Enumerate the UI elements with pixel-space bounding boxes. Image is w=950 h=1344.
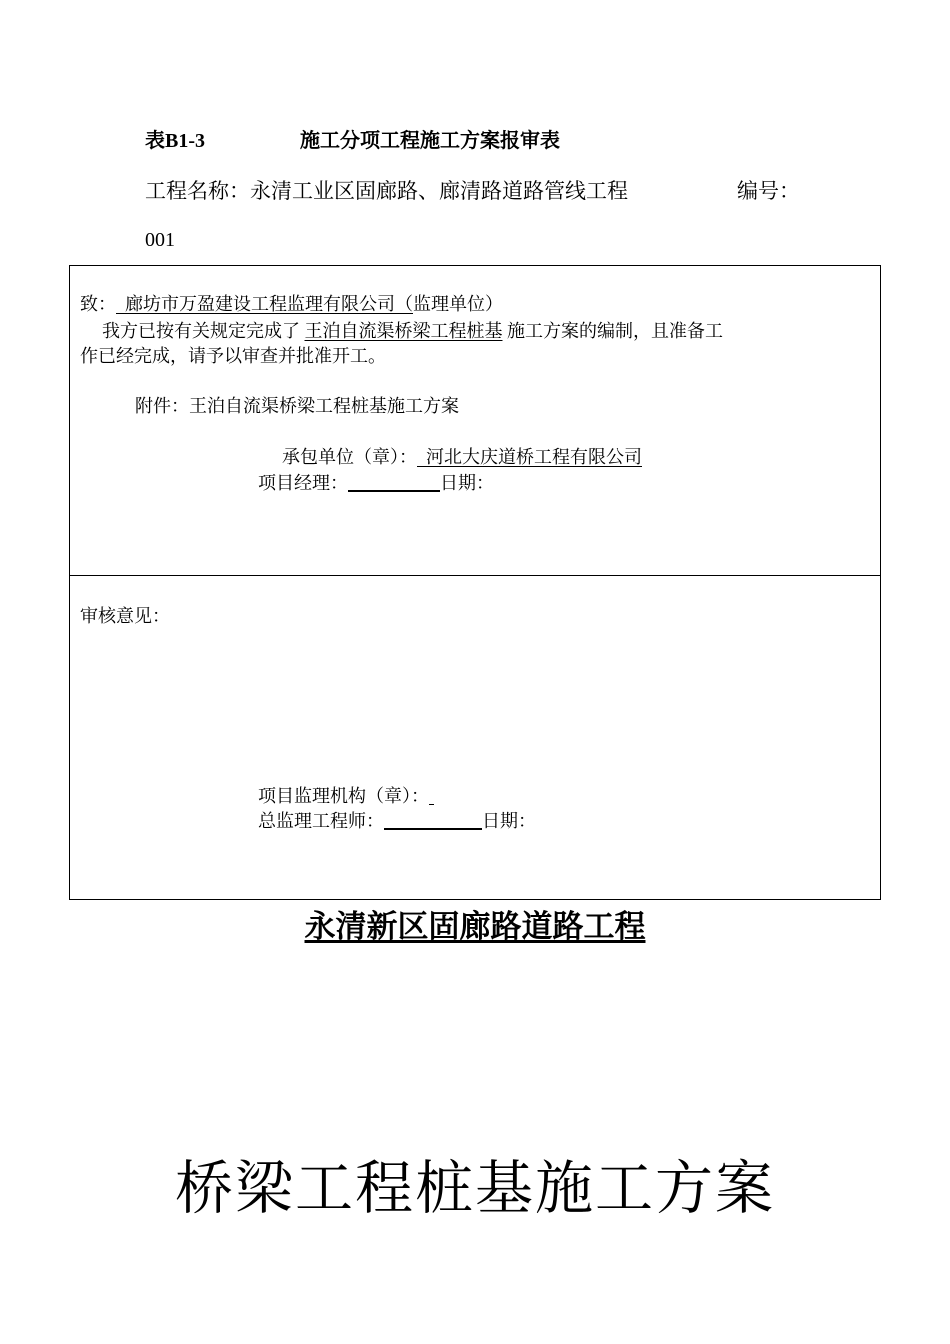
engineer-label: 总监理工程师： — [258, 811, 384, 831]
contractor-line — [282, 448, 642, 466]
project-name-line — [145, 181, 628, 202]
engineer-signature-blank — [384, 812, 482, 830]
cover-project-title: 永清新区固廊路道路工程 — [304, 909, 646, 944]
review-opinion-label: 审核意见： — [80, 606, 170, 626]
review-date-label: 日期： — [482, 811, 536, 831]
project-name: 永清工业区固廊路、廊清路道路管线工程 — [250, 179, 628, 203]
to-company: 廊坊市万盈建设工程监理有限公司（ — [125, 294, 413, 314]
contractor-label: 承包单位（章）： — [282, 447, 417, 467]
org-line — [258, 787, 434, 805]
number-label: 编号： — [737, 179, 800, 203]
to-role: 监理单位） — [413, 294, 503, 314]
org-label: 项目监理机构（章）： — [258, 786, 429, 806]
form-title: 施工分项工程施工方案报审表 — [300, 130, 560, 152]
body-line-2: 作已经完成，请予以审查并批准开工。 — [80, 346, 386, 366]
manager-line — [258, 474, 494, 492]
project-label: 工程名称： — [145, 179, 250, 203]
number-value: 001 — [145, 229, 175, 251]
form-code: 表B1-3 — [145, 130, 205, 152]
cover-doc-title: 桥梁工程桩基施工方案 — [174, 1156, 775, 1221]
body-item: 王泊自流渠桥梁工程桩基 — [304, 321, 503, 341]
body-line-1 — [102, 322, 723, 340]
engineer-line — [258, 812, 536, 830]
to-line — [80, 295, 503, 313]
date-label: 日期： — [440, 473, 494, 493]
body-prefix: 我方已按有关规定完成了 — [102, 321, 300, 341]
section-divider — [69, 575, 881, 576]
manager-signature-blank — [348, 474, 440, 492]
attachment: 附件：王泊自流渠桥梁工程桩基施工方案 — [135, 396, 459, 416]
manager-label: 项目经理： — [258, 473, 348, 493]
org-blank — [429, 790, 434, 805]
body-suffix: 施工方案的编制，且准备工 — [507, 321, 723, 341]
to-label: 致： — [80, 294, 116, 314]
contractor-name: 河北大庆道桥工程有限公司 — [426, 447, 642, 467]
